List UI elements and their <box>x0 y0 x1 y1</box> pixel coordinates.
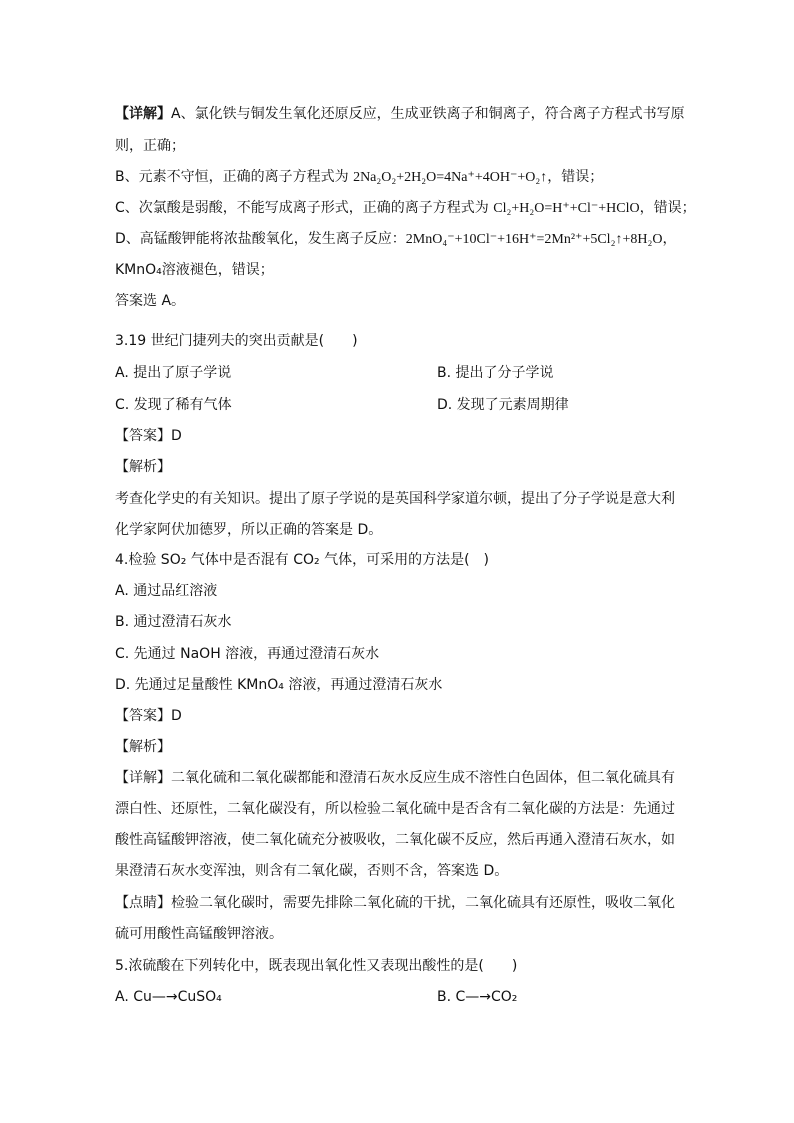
q4-option-b: B. 通过澄清石灰水 <box>115 614 232 630</box>
q4-detail-line-3: 酸性高锰酸钾溶液，使二氧化硫充分被吸收，二氧化碳不反应，然后再通入澄清石灰水，如 <box>115 832 675 848</box>
q3-stem: 3.19 世纪门捷列夫的突出贡献是( ) <box>115 333 358 349</box>
q4-option-c: C. 先通过 NaOH 溶液，再通过澄清石灰水 <box>115 646 380 662</box>
q3-analysis-tag: 【解析】 <box>115 459 171 475</box>
q3-option-d: D. 发现了元素周期律 <box>437 397 569 413</box>
q3-analysis-line-1: 考查化学史的有关知识。提出了原子学说的是英国科学家道尔顿，提出了分子学说是意大利 <box>115 491 675 507</box>
equation: 2MnO₄⁻+10Cl⁻+16H⁺=2Mn²⁺+5Cl₂↑+8H₂O <box>405 232 663 247</box>
q4-stem: 4.检验 SO₂ 气体中是否混有 CO₂ 气体，可采用的方法是( ) <box>115 552 490 568</box>
q2-answer-line: 答案选 A。 <box>115 293 186 309</box>
q2-option-d-explain: D、高锰酸钾能将浓盐酸氧化，发生离子反应：2MnO₄⁻+10Cl⁻+16H⁺=2Mn²⁺+5Cl₂↑+8H₂O， <box>115 231 677 247</box>
q5-option-b: B. C—→CO₂ <box>437 989 518 1005</box>
q4-option-d: D. 先通过足量酸性 KMnO₄ 溶液，再通过澄清石灰水 <box>115 677 443 693</box>
detail-tag: 【详解】 <box>115 106 171 122</box>
q2-option-c-explain: C、次氯酸是弱酸，不能写成离子形式，正确的离子方程式为 Cl₂+H₂O=H⁺+Cl⁻+HClO，错误； <box>115 200 696 216</box>
q3-answer: 【答案】D <box>115 428 182 444</box>
equation: Cl₂+H₂O=H⁺+Cl⁻+HClO <box>493 201 640 216</box>
q4-tip-line-2: 硫可用酸性高锰酸钾溶液。 <box>115 926 283 942</box>
q4-option-a: A. 通过品红溶液 <box>115 583 218 599</box>
q2-option-d-explain-2: KMnO₄溶液褪色，错误； <box>115 262 274 278</box>
q3-option-a: A. 提出了原子学说 <box>115 365 232 381</box>
q2-detail-line-a: 【详解】A、氯化铁与铜发生氧化还原反应，生成亚铁离子和铜离子，符合离子方程式书写原 <box>115 106 685 122</box>
q2-option-b-explain: B、元素不守恒，正确的离子方程式为 2Na₂O₂+2H₂O=4Na⁺+4OH⁻+O₂↑，错误； <box>115 169 604 185</box>
q5-option-a: A. Cu—→CuSO₄ <box>115 989 222 1005</box>
q3-analysis-line-2: 化学家阿伏加德罗，所以正确的答案是 D。 <box>115 522 383 538</box>
q4-detail-line-4: 果澄清石灰水变浑浊，则含有二氧化碳，否则不含，答案选 D。 <box>115 863 509 879</box>
q3-option-c: C. 发现了稀有气体 <box>115 397 232 413</box>
q4-tip-line-1: 【点睛】检验二氧化碳时，需要先排除二氧化硫的干扰，二氧化硫具有还原性，吸收二氧化 <box>115 895 675 911</box>
equation: 2Na₂O₂+2H₂O=4Na⁺+4OH⁻+O₂↑ <box>353 170 548 185</box>
q4-analysis-tag: 【解析】 <box>115 739 171 755</box>
q2-detail-line-a2: 则，正确； <box>115 138 185 154</box>
q5-stem: 5.浓硫酸在下列转化中，既表现出氧化性又表现出酸性的是( ) <box>115 958 518 974</box>
q3-option-b: B. 提出了分子学说 <box>437 365 554 381</box>
q4-answer: 【答案】D <box>115 708 182 724</box>
q4-detail-line-1: 【详解】二氧化硫和二氧化碳都能和澄清石灰水反应生成不溶性白色固体，但二氧化硫具有 <box>115 770 675 786</box>
q4-detail-line-2: 漂白性、还原性，二氧化碳没有，所以检验二氧化硫中是否含有二氧化碳的方法是：先通过 <box>115 801 675 817</box>
